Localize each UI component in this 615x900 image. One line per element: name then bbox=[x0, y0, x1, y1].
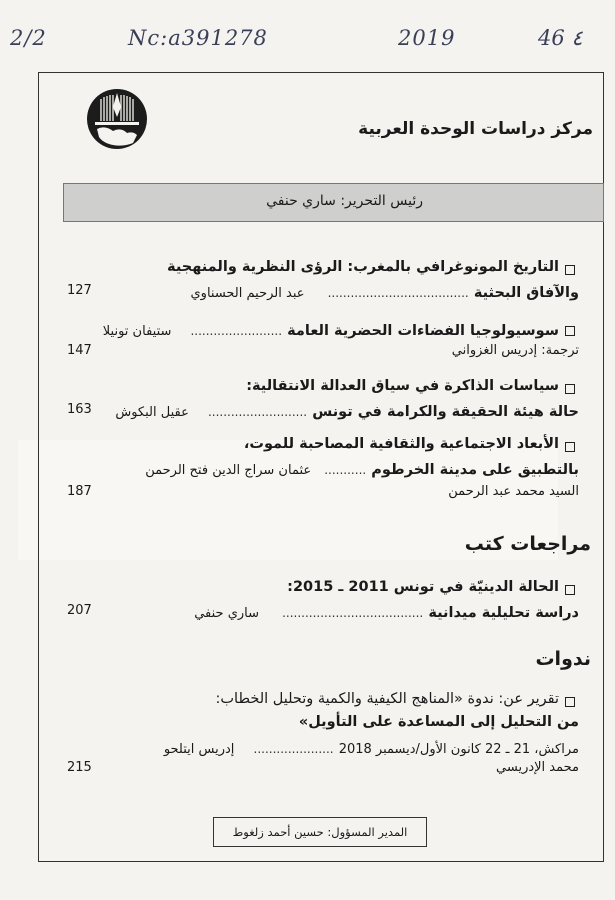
entry-line bbox=[164, 738, 579, 757]
section-heading-symposia: ندوات bbox=[535, 648, 591, 670]
entry-author: السيد محمد عبد الرحمن bbox=[448, 484, 579, 499]
toc-entry bbox=[39, 378, 603, 420]
entry-author: عبد الرحيم الحسناوي bbox=[190, 286, 305, 301]
checkbox-bullet-icon bbox=[565, 326, 575, 336]
toc-entry bbox=[39, 691, 603, 775]
handwritten-year: 2019 bbox=[398, 26, 456, 50]
leader-dots: ..................................... bbox=[327, 286, 469, 300]
entry-line bbox=[103, 320, 559, 339]
toc-entry bbox=[39, 579, 603, 621]
checkbox-bullet-icon bbox=[565, 442, 575, 452]
entry-line bbox=[194, 602, 579, 621]
entry-title bbox=[215, 691, 559, 707]
entry-title: الأبعاد الاجتماعية والثقافية المصاحبة للموت، bbox=[243, 436, 559, 452]
entry-line bbox=[190, 282, 579, 301]
leader-dots: ..................................... bbox=[282, 606, 424, 620]
checkbox-bullet-icon bbox=[565, 265, 575, 275]
entry-author: إدريس ايتلحو bbox=[163, 742, 235, 757]
entry-title: حالة هيئة الحقيقة والكرامة في تونس bbox=[312, 404, 579, 420]
entry-title: دراسة تحليلية ميدانية bbox=[428, 605, 579, 621]
page-number: 207 bbox=[67, 603, 92, 618]
publisher-name: مركز دراسات الوحدة العربية bbox=[358, 119, 593, 139]
entry-title: التاريخ المونوغرافي بالمغرب: الرؤى النظرية والمنهجية bbox=[167, 259, 559, 275]
page-number: 147 bbox=[67, 343, 92, 358]
checkbox-bullet-icon bbox=[565, 384, 575, 394]
publisher-logo-icon bbox=[83, 87, 151, 151]
entry-title: الحالة الدينيّة في تونس 2011 ـ 2015: bbox=[287, 579, 559, 595]
entry-title: بالتطبيق على مدينة الخرطوم bbox=[371, 462, 579, 478]
page-number: 187 bbox=[67, 484, 92, 499]
section-heading-book-reviews: مراجعات كتب bbox=[464, 533, 591, 555]
page-number: 127 bbox=[67, 283, 92, 298]
editor-in-chief: رئيس التحرير: ساري حنفي bbox=[266, 193, 423, 209]
contents-frame bbox=[38, 72, 604, 862]
entry-title: والآفاق البحثية bbox=[473, 285, 579, 301]
entry-title: من التحليل إلى المساعدة على التأويل» bbox=[298, 714, 579, 730]
entry-line bbox=[145, 459, 579, 478]
page-number: 163 bbox=[67, 402, 92, 417]
entry-title: سياسات الذاكرة في سياق العدالة الانتقالية: bbox=[246, 378, 559, 394]
entry-author: عثمان سراج الدين فتح الرحمن bbox=[145, 463, 312, 478]
checkbox-bullet-icon bbox=[565, 697, 575, 707]
entry-author: محمد الإدريسي bbox=[496, 760, 579, 775]
leader-dots: .......................... bbox=[207, 405, 308, 419]
entry-author: ساري حنفي bbox=[194, 606, 259, 621]
leader-dots: ........................ bbox=[190, 324, 283, 338]
managing-director: المدير المسؤول: حسين أحمد زلغوط bbox=[213, 817, 427, 847]
entry-author: عقيل البكوش bbox=[115, 405, 189, 420]
toc-entry bbox=[39, 436, 603, 499]
editor-banner bbox=[63, 183, 604, 222]
entry-author: ستيفان تونيلا bbox=[102, 324, 172, 339]
handwritten-call-number: Nc:a391278 bbox=[128, 26, 268, 50]
toc-entry bbox=[39, 259, 603, 301]
leader-dots: ........... bbox=[324, 463, 367, 477]
toc-entry bbox=[39, 320, 603, 358]
entry-title: سوسيولوجيا الفضاءات الحضرية العامة bbox=[287, 323, 559, 339]
checkbox-bullet-icon bbox=[565, 585, 575, 595]
handwritten-issue: 46 ٤ bbox=[538, 26, 583, 50]
entry-line bbox=[115, 401, 579, 420]
leader-dots: ..................... bbox=[253, 742, 334, 756]
page-number: 215 bbox=[67, 760, 92, 775]
entry-title-text: تقرير عن: ندوة «المناهج الكيفية والكمية وتحليل الخطاب: bbox=[215, 691, 559, 707]
entry-translator: ترجمة: إدريس الغزواني bbox=[451, 343, 579, 358]
handwritten-mark: 2/2 bbox=[10, 26, 47, 50]
entry-place-date: مراكش، 21 ـ 22 كانون الأول/ديسمبر 2018 bbox=[338, 742, 579, 757]
